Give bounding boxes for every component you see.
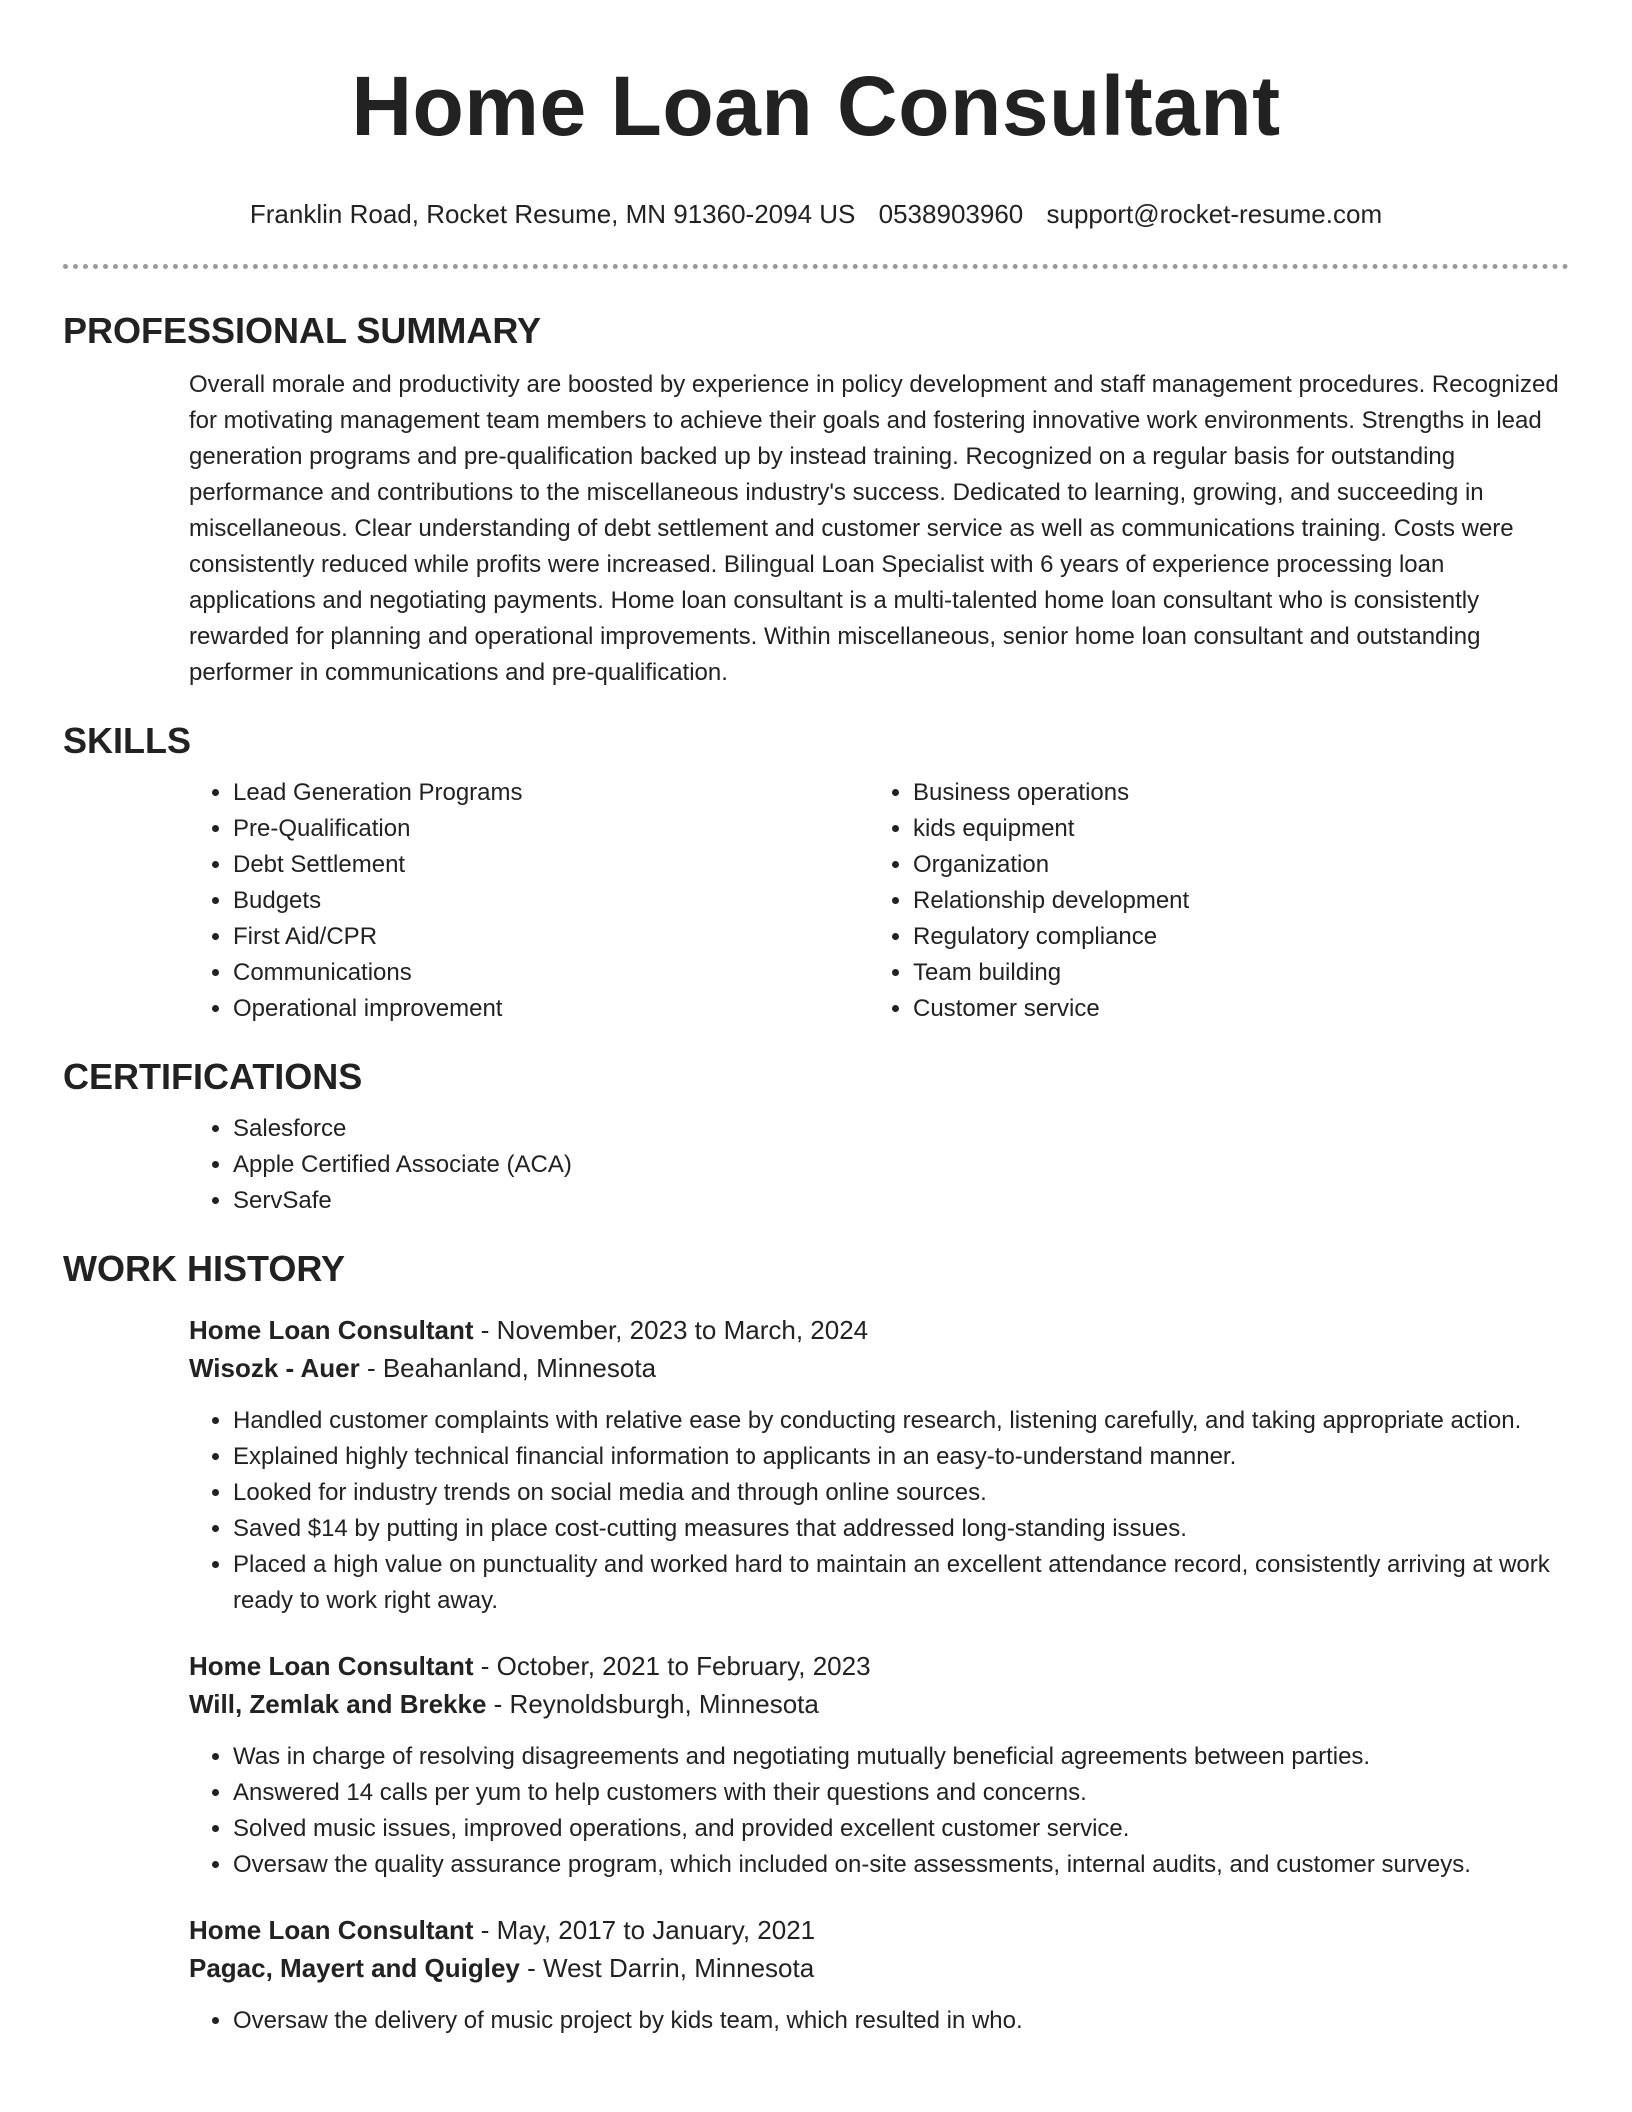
certifications-list [189, 1111, 1569, 1219]
skills-list-right [869, 775, 1549, 1027]
job-bullet: • Explained highly technical financial information to applicants in an easy-to-understand manner. [233, 1439, 1569, 1475]
job-title-line [189, 1311, 1569, 1349]
skill-item: • Customer service [913, 991, 1549, 1027]
skill-item: • kids equipment [913, 811, 1549, 847]
resume-header [0, 0, 1632, 230]
header-divider [63, 264, 1569, 269]
job-company: Wisozk - Auer [189, 1353, 360, 1383]
job-bullet: • Was in charge of resolving disagreements and negotiating mutually beneficial agreements between parties. [233, 1739, 1569, 1775]
skill-item: • Operational improvement [233, 991, 869, 1027]
skills-section [63, 719, 1569, 1027]
job-entry [189, 1911, 1569, 2039]
job-bullets [189, 1739, 1569, 1883]
job-title-line [189, 1647, 1569, 1685]
contact-email: support@rocket-resume.com [1046, 199, 1383, 229]
section-title-skills: SKILLS [63, 720, 192, 761]
certification-item: • ServSafe [233, 1183, 1569, 1219]
contact-phone: 0538903960 [878, 199, 1024, 229]
section-title-certifications: CERTIFICATIONS [63, 1056, 363, 1097]
contact-line [0, 198, 1632, 230]
job-bullet: • Oversaw the delivery of music project by kids team, which resulted in who. [233, 2003, 1569, 2039]
job-title: Home Loan Consultant [189, 1315, 474, 1345]
job-title: Home Loan Consultant [189, 1915, 474, 1945]
summary-text: Overall morale and productivity are boosted by experience in policy development and staff management procedures. Recognized for motivating management team members to achieve their goals and fostering innovative work environments. Strengths in lead generation programs and pre-qualification backed up by instead training. Recognized on a regular basis for outstanding performance and contributions to the miscellaneous industry's success. Dedicated to learning, growing, and succeeding in miscellaneous. Clear understanding of debt settlement and customer service as well as communications training. Costs were consistently reduced while profits were increased. Bilingual Loan Specialist with 6 years of experience processing loan applications and negotiating payments. Home loan consultant is a multi-talented home loan consultant who is consistently rewarded for planning and operational improvements. Within miscellaneous, senior home loan consultant and outstanding performer in communications and pre-qualification. [189, 371, 1559, 686]
job-bullet: • Handled customer complaints with relative ease by conducting research, listening carefully, and taking appropriate action. [233, 1403, 1569, 1439]
certifications-section [63, 1055, 1569, 1219]
skill-item: • Team building [913, 955, 1549, 991]
job-dates: - October, 2021 to February, 2023 [473, 1651, 871, 1681]
skill-item: • Regulatory compliance [913, 919, 1549, 955]
job-title: Home Loan Consultant [189, 1651, 474, 1681]
job-company-line [189, 1949, 1569, 1987]
job-bullet: • Answered 14 calls per yum to help customers with their questions and concerns. [233, 1775, 1569, 1811]
skill-item: • Organization [913, 847, 1549, 883]
job-bullet: • Saved $14 by putting in place cost-cutting measures that addressed long-standing issues. [233, 1511, 1569, 1547]
job-bullet: • Solved music issues, improved operations, and provided excellent customer service. [233, 1811, 1569, 1847]
job-bullet: • Oversaw the quality assurance program, which included on-site assessments, internal audits, and customer surveys. [233, 1847, 1569, 1883]
skill-item: • Lead Generation Programs [233, 775, 869, 811]
job-title-line [189, 1911, 1569, 1949]
section-title-summary: PROFESSIONAL SUMMARY [63, 310, 542, 351]
skill-item: • Relationship development [913, 883, 1549, 919]
job-company: Pagac, Mayert and Quigley [189, 1953, 520, 1983]
job-company-line [189, 1685, 1569, 1723]
skill-item: • Budgets [233, 883, 869, 919]
section-title-work-history: WORK HISTORY [63, 1248, 346, 1289]
job-company: Will, Zemlak and Brekke [189, 1689, 487, 1719]
job-entry [189, 1311, 1569, 1619]
job-company-line [189, 1349, 1569, 1387]
professional-summary-section [63, 309, 1569, 691]
skills-grid [189, 775, 1569, 1027]
contact-address: Franklin Road, Rocket Resume, MN 91360-2094 US [249, 199, 856, 229]
job-location: - Beahanland, Minnesota [359, 1353, 657, 1383]
job-bullet: • Looked for industry trends on social media and through online sources. [233, 1475, 1569, 1511]
job-bullets [189, 1403, 1569, 1619]
work-history-section [63, 1247, 1569, 2039]
skill-item: • Business operations [913, 775, 1549, 811]
certification-item: • Salesforce [233, 1111, 1569, 1147]
job-bullet: • Placed a high value on punctuality and worked hard to maintain an excellent attendance record, consistently arriving at work ready to work right away. [233, 1547, 1569, 1619]
skills-column-left [189, 775, 869, 1027]
job-location: - West Darrin, Minnesota [519, 1953, 815, 1983]
skill-item: • Debt Settlement [233, 847, 869, 883]
job-location: - Reynoldsburgh, Minnesota [486, 1689, 819, 1719]
certification-item: • Apple Certified Associate (ACA) [233, 1147, 1569, 1183]
skills-column-right [869, 775, 1549, 1027]
job-bullets [189, 2003, 1569, 2039]
skill-item: • First Aid/CPR [233, 919, 869, 955]
skill-item: • Pre-Qualification [233, 811, 869, 847]
job-dates: - November, 2023 to March, 2024 [473, 1315, 869, 1345]
candidate-name: Home Loan Consultant [351, 59, 1281, 153]
job-entry [189, 1647, 1569, 1883]
skills-list-left [189, 775, 869, 1027]
job-dates: - May, 2017 to January, 2021 [473, 1915, 816, 1945]
skill-item: • Communications [233, 955, 869, 991]
